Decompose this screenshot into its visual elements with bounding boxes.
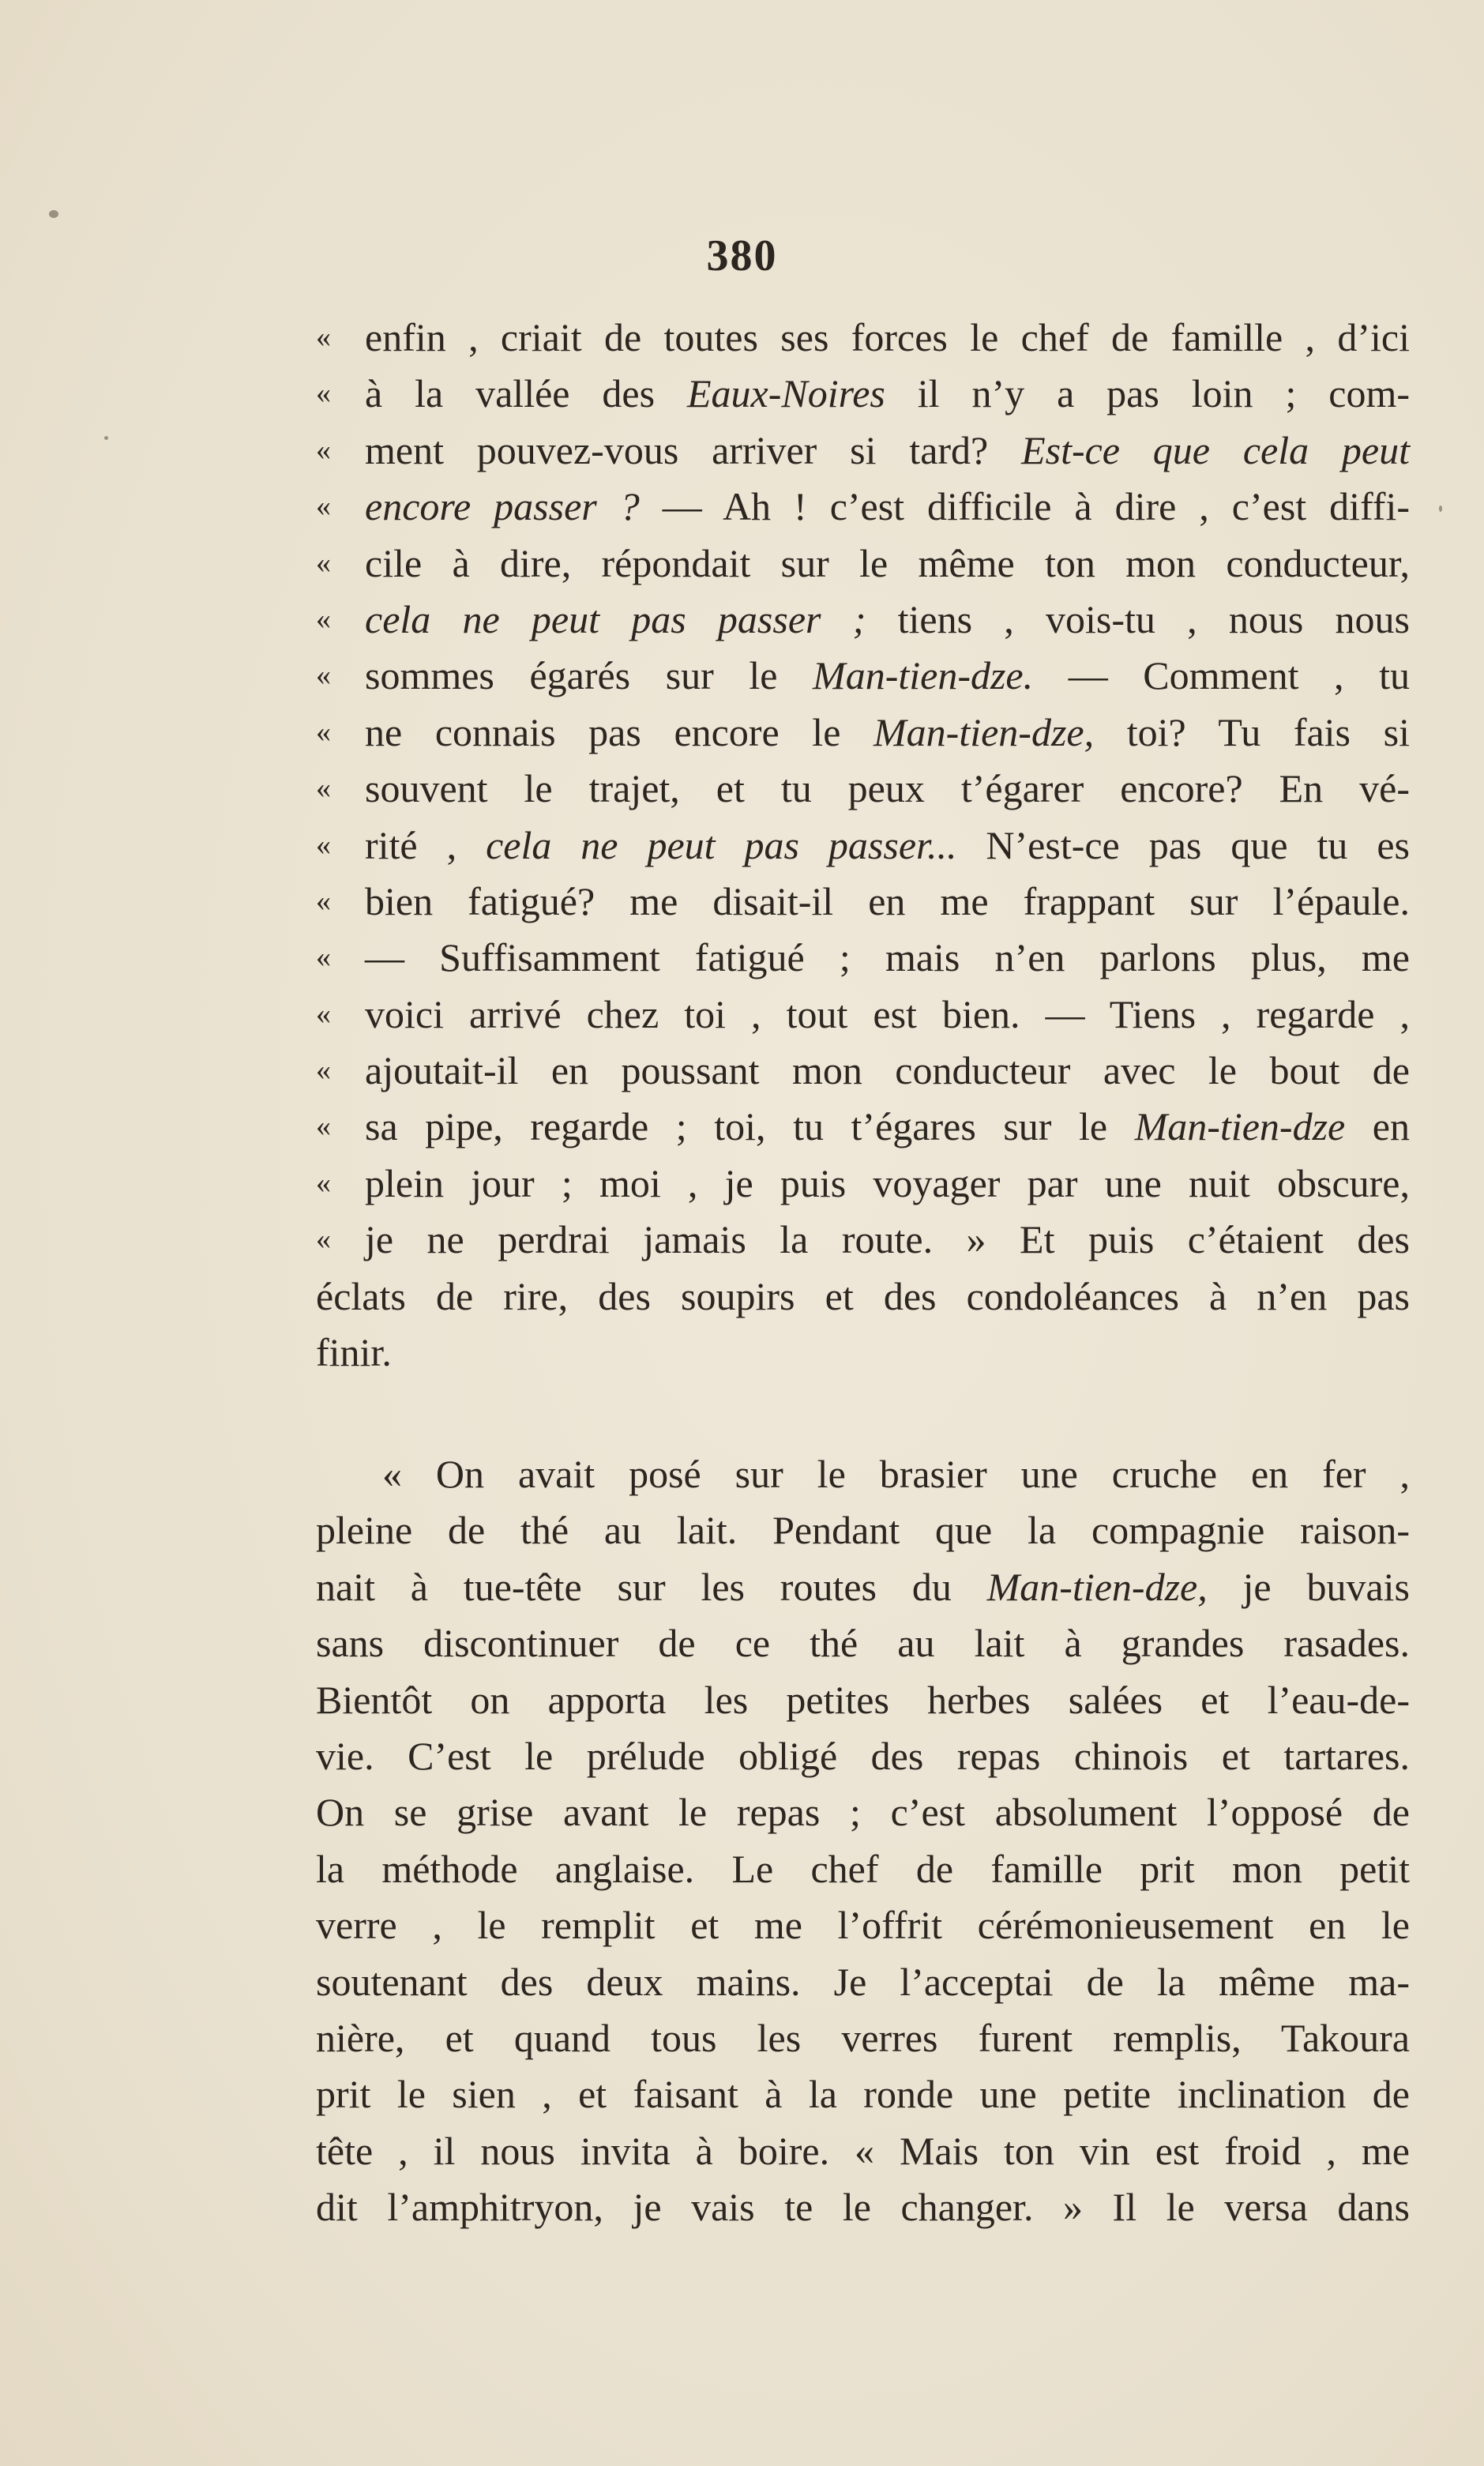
text-run: je ne perdrai jamais la route. » Et puis c’étaient des xyxy=(365,1217,1410,1262)
guillemet-mark: « xyxy=(316,941,331,975)
guillemet-mark: « xyxy=(316,715,331,749)
italic-phrase: cela ne peut pas passer ; xyxy=(365,596,866,641)
guillemet-mark: « xyxy=(316,377,331,411)
guillemet-mark: « xyxy=(316,490,331,524)
text-line xyxy=(316,1325,1410,1381)
text-line xyxy=(316,592,1410,648)
text-run: plein jour ; moi , je puis voyager par une nuit obscure, xyxy=(365,1160,1410,1205)
text-line xyxy=(316,1954,1410,2010)
text-run: pleine de thé au lait. Pendant que la compagnie raison- xyxy=(316,1508,1410,1553)
text-line xyxy=(316,423,1410,479)
text-run: à la vallée des xyxy=(365,371,687,416)
text-run: souvent le trajet, et tu peux t’égarer encore? En vé- xyxy=(365,766,1410,811)
text-line xyxy=(316,366,1410,422)
text-run: finir. xyxy=(316,1330,392,1375)
italic-phrase: Man-tien-dze, xyxy=(986,1564,1208,1609)
guillemet-mark: « xyxy=(316,602,331,636)
text-line xyxy=(316,310,1410,366)
text-run: ne connais pas encore le xyxy=(365,709,874,754)
text-run: cile à dire, répondait sur le même ton mon conducteur, xyxy=(365,540,1410,585)
text-run: ment pouvez-vous arriver si tard? xyxy=(365,427,1022,472)
guillemet-mark: « xyxy=(316,772,331,806)
text-line xyxy=(316,930,1410,986)
text-line xyxy=(316,705,1410,761)
text-run: — Ah ! c’est difficile à dire , c’est diffi- xyxy=(639,484,1410,529)
text-run: bien fatigué? me disait-il en me frappant sur l’épaule. xyxy=(365,878,1410,923)
text-line xyxy=(316,1269,1410,1325)
guillemet-mark: « xyxy=(316,1223,331,1257)
text-run: verre , le remplit et me l’offrit cérémonieusement en le xyxy=(316,1903,1410,1948)
text-line xyxy=(316,1099,1410,1155)
text-line xyxy=(316,2179,1410,2235)
text-line xyxy=(316,1672,1410,1728)
text-run: « On avait posé sur le brasier une cruche en fer , xyxy=(382,1452,1410,1496)
text-run: — Comment , tu xyxy=(1033,653,1410,698)
text-run: je buvais xyxy=(1207,1564,1410,1609)
text-run: N’est-ce pas que tu es xyxy=(956,822,1410,867)
text-run: sa pipe, regarde ; toi, tu t’égares sur le xyxy=(365,1104,1135,1149)
text-run: nière, et quand tous les verres furent remplis, Takoura xyxy=(316,2015,1410,2060)
text-line xyxy=(316,536,1410,592)
text-line xyxy=(316,1043,1410,1099)
text-run: éclats de rire, des soupirs et des condoléances à n’en pas xyxy=(316,1273,1410,1318)
italic-phrase: Man-tien-dze, xyxy=(873,709,1095,754)
ink-speck xyxy=(104,436,108,440)
guillemet-mark: « xyxy=(316,884,331,918)
text-run: soutenant des deux mains. Je l’acceptai de la même ma- xyxy=(316,1959,1410,2004)
quoted-dialogue xyxy=(316,310,1410,1381)
text-run: voici arrivé chez toi , tout est bien. — Tiens , regarde , xyxy=(365,991,1410,1036)
text-run: Bientôt on apporta les petites herbes salées et l’eau-de- xyxy=(316,1677,1410,1722)
italic-phrase: Man-tien-dze. xyxy=(813,653,1034,698)
guillemet-mark: « xyxy=(316,546,331,580)
text-run: nait à tue-tête sur les routes du xyxy=(316,1564,987,1609)
italic-phrase: Eaux-Noires xyxy=(686,371,885,416)
guillemet-mark: « xyxy=(316,1110,331,1144)
text-run: toi? Tu fais si xyxy=(1094,709,1410,754)
text-run: sommes égarés sur le xyxy=(365,653,813,698)
text-run: tiens , vois-tu , nous nous xyxy=(866,596,1410,641)
text-line xyxy=(316,1841,1410,1897)
text-run: enfin , criait de toutes ses forces le chef de famille , d’ici xyxy=(365,315,1410,359)
text-line xyxy=(316,1559,1410,1615)
text-run: sans discontinuer de ce thé au lait à grandes rasades. xyxy=(316,1621,1410,1666)
text-line xyxy=(316,479,1410,535)
italic-phrase: Man-tien-dze xyxy=(1134,1104,1346,1149)
guillemet-mark: « xyxy=(316,659,331,693)
italic-phrase: Est-ce que cela peut xyxy=(1021,427,1410,472)
text-line xyxy=(316,761,1410,817)
text-line xyxy=(316,2066,1410,2122)
text-line xyxy=(316,818,1410,874)
text-line xyxy=(316,1446,1410,1502)
text-run: rité , xyxy=(365,822,487,867)
text-line xyxy=(316,1615,1410,1671)
guillemet-mark: « xyxy=(316,1054,331,1088)
italic-phrase: encore passer ? xyxy=(365,484,640,529)
guillemet-mark: « xyxy=(316,1166,331,1200)
text-run: ajoutait-il en poussant mon conducteur avec le bout de xyxy=(365,1048,1410,1093)
text-line xyxy=(316,1212,1410,1268)
text-line xyxy=(316,1502,1410,1558)
text-line xyxy=(316,987,1410,1043)
text-run: en xyxy=(1345,1104,1410,1149)
text-run: il n’y a pas loin ; com- xyxy=(885,371,1411,416)
guillemet-mark: « xyxy=(316,828,331,862)
text-line xyxy=(316,648,1410,704)
text-line xyxy=(316,874,1410,930)
page-number: 380 xyxy=(706,231,778,280)
text-run: On se grise avant le repas ; c’est absolument l’opposé de xyxy=(316,1790,1410,1835)
text-line xyxy=(316,1784,1410,1840)
text-line xyxy=(316,2123,1410,2179)
text-run: vie. C’est le prélude obligé des repas chinois et tartares. xyxy=(316,1733,1410,1778)
ink-speck xyxy=(49,210,58,218)
text-run: tête , il nous invita à boire. « Mais ton vin est froid , me xyxy=(316,2128,1410,2173)
text-line xyxy=(316,1897,1410,1953)
guillemet-mark: « xyxy=(316,433,331,467)
text-line xyxy=(316,1156,1410,1212)
text-run: dit l’amphitryon, je vais te le changer. » Il le versa dans xyxy=(316,2185,1410,2230)
italic-phrase: cela ne peut pas passer... xyxy=(486,822,957,867)
guillemet-mark: « xyxy=(316,321,331,354)
ink-speck xyxy=(1439,506,1442,512)
text-run: la méthode anglaise. Le chef de famille prit mon petit xyxy=(316,1846,1410,1891)
text-line xyxy=(316,1728,1410,1784)
body-paragraph xyxy=(316,1446,1410,2235)
text-run: prit le sien , et faisant à la ronde une petite inclination de xyxy=(316,2072,1410,2117)
text-line xyxy=(316,2010,1410,2066)
text-run: — Suffisamment fatigué ; mais n’en parlons plus, me xyxy=(365,935,1410,980)
guillemet-mark: « xyxy=(316,997,331,1031)
